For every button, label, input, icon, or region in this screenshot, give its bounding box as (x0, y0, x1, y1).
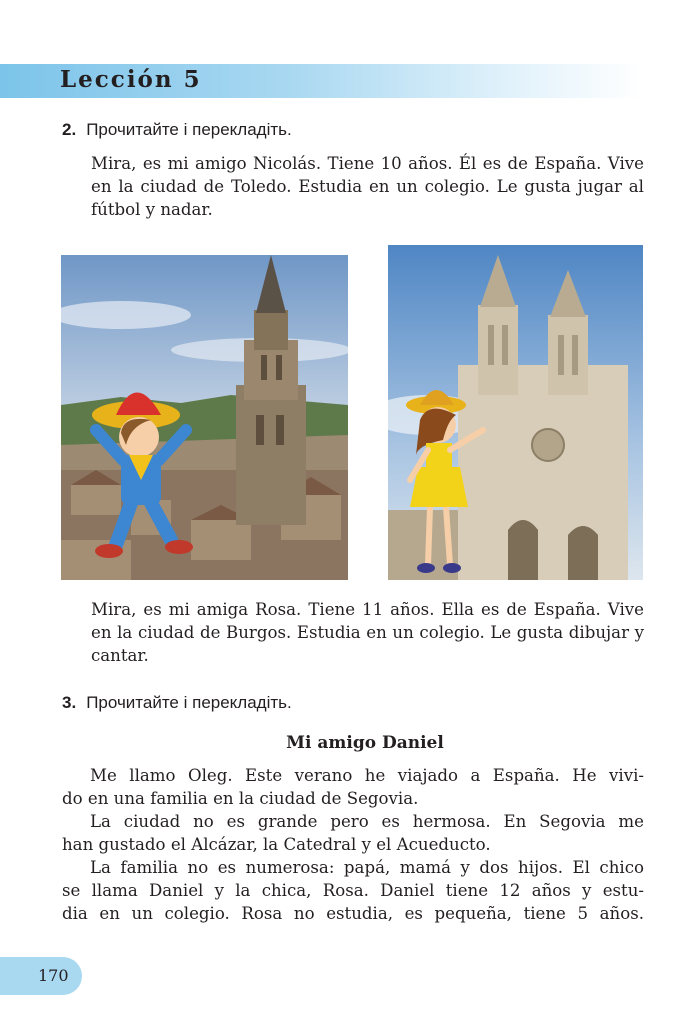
story-line: La familia no es numerosa: papá, mamá y dos hijos. El chico (90, 858, 644, 877)
task-2-instruction: Прочитайте і перекладіть. (86, 120, 292, 139)
task-3-instruction: Прочитайте і перекладіть. (86, 693, 292, 712)
page-number: 170 (38, 966, 69, 985)
task-3-heading (62, 693, 292, 713)
lesson-title: Lección 5 (60, 66, 202, 93)
story-line: se llama Daniel y la chica, Rosa. Daniel tiene 12 años y estu- (62, 881, 644, 900)
story-line: han gustado el Alcázar, la Catedral y el Acueducto. (62, 835, 491, 854)
burgos-cathedral-photo (388, 245, 643, 580)
toledo-cathedral-photo (61, 255, 348, 580)
story-title: Mi amigo Daniel (286, 733, 444, 753)
task-3-number: 3. (62, 693, 77, 712)
task-2-heading (62, 120, 292, 140)
story-line: dia en un colegio. Rosa no estudia, es pequeña, tiene 5 años. (62, 904, 644, 923)
task-2-paragraph-nicolas: Mira, es mi amigo Nicolás. Tiene 10 años. Él es de España. Vive en la ciudad de Toledo. Estudia en un colegio. Le gusta jugar al fútbol y nadar. (91, 154, 644, 219)
task-2-number: 2. (62, 120, 77, 139)
story-line: do en una familia en la ciudad de Segovia. (62, 789, 419, 808)
story-line: Me llamo Oleg. Este verano he viajado a España. He vivi- (90, 766, 644, 785)
task-2-paragraph-rosa: Mira, es mi amiga Rosa. Tiene 11 años. Ella es de España. Vive en la ciudad de Burgos. Estudia en un colegio. Le gusta dibujar y cantar. (91, 600, 644, 665)
story-line: La ciudad no es grande pero es hermosa. En Segovia me (90, 812, 644, 831)
story-text (62, 764, 644, 925)
